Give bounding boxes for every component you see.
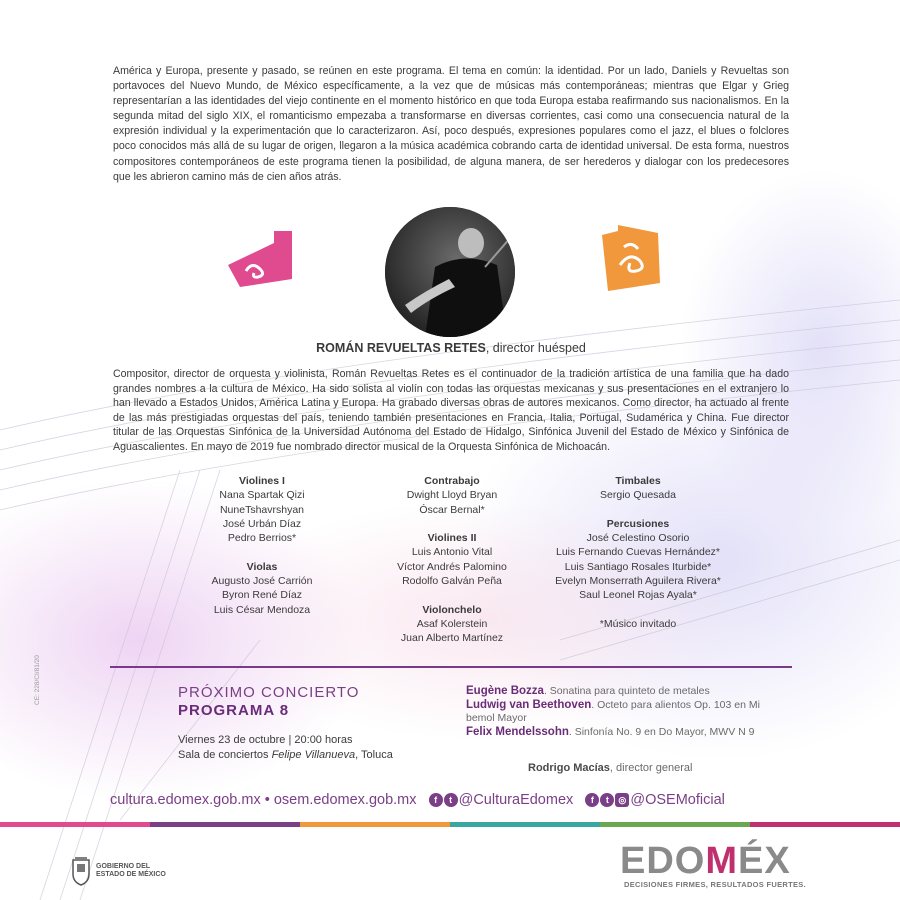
twitter-icon[interactable]: t xyxy=(444,793,458,807)
next-program-works xyxy=(466,685,776,739)
section-title-violonchelo: Violonchelo xyxy=(422,603,482,616)
section-title-timbales: Timbales xyxy=(615,475,661,487)
general-director-name: Rodrigo Macías xyxy=(528,762,610,774)
cultura-social-handle[interactable]: @CulturaEdomex xyxy=(458,792,574,808)
director-caption xyxy=(113,341,789,355)
general-director-role: , director general xyxy=(609,762,693,774)
next-concert-date: Viernes 23 de octubre | 20:00 horas xyxy=(178,734,353,746)
instagram-icon[interactable]: ◎ xyxy=(615,793,629,807)
next-program-label: PROGRAMA 8 xyxy=(178,702,290,719)
musicians-column-2 xyxy=(352,474,552,646)
section-title-contrabajo: Contrabajo xyxy=(424,475,480,487)
section-title-violines-1: Violines I xyxy=(239,475,285,487)
musician-name: Luis César Mendoza xyxy=(213,603,311,616)
section-title-percusiones: Percusiones xyxy=(606,517,670,530)
next-concert-venue xyxy=(178,748,393,763)
conductor-silhouette-icon xyxy=(385,207,515,337)
musician-name: Sergio Quesada xyxy=(600,489,676,502)
musician-name: Nana Spartak Qizi xyxy=(219,489,305,502)
general-director xyxy=(528,762,692,774)
director-name: ROMÁN REVUELTAS RETES xyxy=(316,341,486,355)
musician-name: Luis Santiago Rosales Iturbide* xyxy=(564,560,712,573)
brand-pre: EDO xyxy=(620,840,706,882)
osem-website-link[interactable]: osem.edomex.gob.mx xyxy=(273,792,417,808)
edomex-logo xyxy=(620,842,791,880)
musician-name: Pedro Berrios* xyxy=(227,532,297,545)
color-stripe xyxy=(0,822,900,827)
gov-logo-line-2: ESTADO DE MÉXICO xyxy=(96,871,166,878)
musician-name: Luis Fernando Cuevas Hernández* xyxy=(555,546,721,559)
musician-name: Víctor Andrés Palomino xyxy=(397,560,507,573)
orange-ornament-icon xyxy=(598,225,664,293)
musician-name: Óscar Bernal* xyxy=(419,503,485,516)
work-title: . Sonatina para quinteto de metales xyxy=(543,685,710,697)
work-title: . Sinfonía No. 9 en Do Mayor, MWV N 9 xyxy=(568,725,755,738)
intro-paragraph: América y Europa, presente y pasado, se reúnen en este programa. El tema en común: la identidad. Por un lado, Daniels y Revueltas son portavoces del Nuevo Mundo, de México específicamente, a la vez que de músicas más contemporáneas; mientras que Elgar y Grieg representarían a las identidades del viejo continente en el momento histórico en que toda Europa estaba reafirmando sus nacionalismos. En la segunda mitad del siglo XIX, el romanticismo empezaba a transformarse en diversas corrientes, casi como una consecuencia natural de la expresión individual y la experimentación que lo caracterizaron. Así, poco después, expresiones populares como el jazz, el blues o folclores poco conocidos más allá de su lugar de origen, llegaron a la música académica cobrando carta de identidad universal. De esta forma, nuestros compositores contemporáneos de este programa tienen la posibilidad, de alguna manera, de ser herederos y dialogar con los predecesores que les abrieron camino más de cien años atrás. xyxy=(113,65,789,183)
cultura-website-link[interactable]: cultura.edomex.gob.mx xyxy=(110,792,261,808)
musician-name: Augusto José Carrión xyxy=(211,575,313,588)
state-coat-of-arms-icon xyxy=(70,856,92,886)
musician-name: Dwight Lloyd Bryan xyxy=(406,489,498,502)
work-item xyxy=(466,699,776,726)
musician-name: Asaf Kolerstein xyxy=(416,617,488,630)
guest-musician-note: *Músico invitado xyxy=(599,617,677,630)
state-government-logo-text xyxy=(96,863,166,879)
work-item xyxy=(466,685,776,699)
footer-links xyxy=(110,792,725,808)
musician-name: José Urbán Díaz xyxy=(222,517,302,530)
venue-prefix: Sala de conciertos xyxy=(178,748,272,761)
composer-name: Eugène Bozza xyxy=(466,685,544,697)
facebook-icon[interactable]: f xyxy=(429,793,443,807)
musician-name: Luis Antonio Vital xyxy=(411,546,493,559)
musician-name: NuneTshavrshyan xyxy=(219,503,305,516)
work-item xyxy=(466,726,776,740)
twitter-icon[interactable]: t xyxy=(600,793,614,807)
osem-social-handle[interactable]: @OSEMoficial xyxy=(630,792,725,808)
composer-name: Felix Mendelssohn xyxy=(466,725,569,738)
composer-name: Ludwig van Beethoven xyxy=(466,698,592,711)
musician-name: José Celestino Osorio xyxy=(586,532,690,545)
section-title-violas: Violas xyxy=(246,560,278,573)
work-title: . Octeto para alientos Op. 103 en Mi bemol Mayor xyxy=(466,698,760,724)
musician-name: Evelyn Monserrath Aguilera Rivera* xyxy=(555,575,721,588)
musicians-column-3 xyxy=(538,474,738,631)
edomex-slogan: DECISIONES FIRMES, RESULTADOS FUERTES. xyxy=(624,880,806,889)
separator-dot: • xyxy=(264,792,270,808)
next-concert-title: PRÓXIMO CONCIERTO xyxy=(178,684,360,701)
musician-name: Rodolfo Galván Peña xyxy=(402,575,502,588)
musician-name: Juan Alberto Martínez xyxy=(400,632,504,645)
musician-name: Byron René Díaz xyxy=(222,589,302,602)
musician-name: Saul Leonel Rojas Ayala* xyxy=(579,589,697,602)
director-photo xyxy=(385,207,515,337)
venue-city: , Toluca xyxy=(355,748,393,761)
next-concert-info xyxy=(178,733,393,762)
venue-name: Felipe Villanueva xyxy=(271,748,356,761)
brand-post: ÉX xyxy=(738,840,791,882)
facebook-icon[interactable]: f xyxy=(585,793,599,807)
registration-code: CE: 228/CI/81/20 xyxy=(34,655,41,705)
section-title-violines-2: Violines II xyxy=(427,532,477,545)
director-role: , director huésped xyxy=(485,341,586,355)
gov-logo-line-1: GOBIERNO DEL xyxy=(96,863,151,870)
brand-mark: M xyxy=(705,840,739,882)
musicians-column-1 xyxy=(162,474,362,617)
section-divider xyxy=(110,666,792,668)
pink-ornament-icon xyxy=(222,225,296,291)
director-bio: Compositor, director de orquesta y violinista, Román Revueltas Retes es el continuador de la tradición artística de una familia que ha dado grandes nombres a la cultura de México. Ha sido solista al violín con todas las orquestas mexicanas y sus presentaciones en el extranjero lo han llevado a Estados Unidos, América Latina y Europa. Ha grabado diversas obras de autores mexicanos. Como director, ha actuado al frente de las más prestigiadas orquestas del país, teniendo también presentaciones en Francia, Italia, Portugal, Sudamérica y China. Fue director titular de las Orquestas Sinfónica de la Universidad Autónoma del Estado de Hidalgo, Sinfónica Juvenil del Estado de México y Sinfónica de Aguascalientes. En mayo de 2019 fue nombrado director musical de la Orquesta Sinfónica de Michoacán. xyxy=(113,368,789,453)
